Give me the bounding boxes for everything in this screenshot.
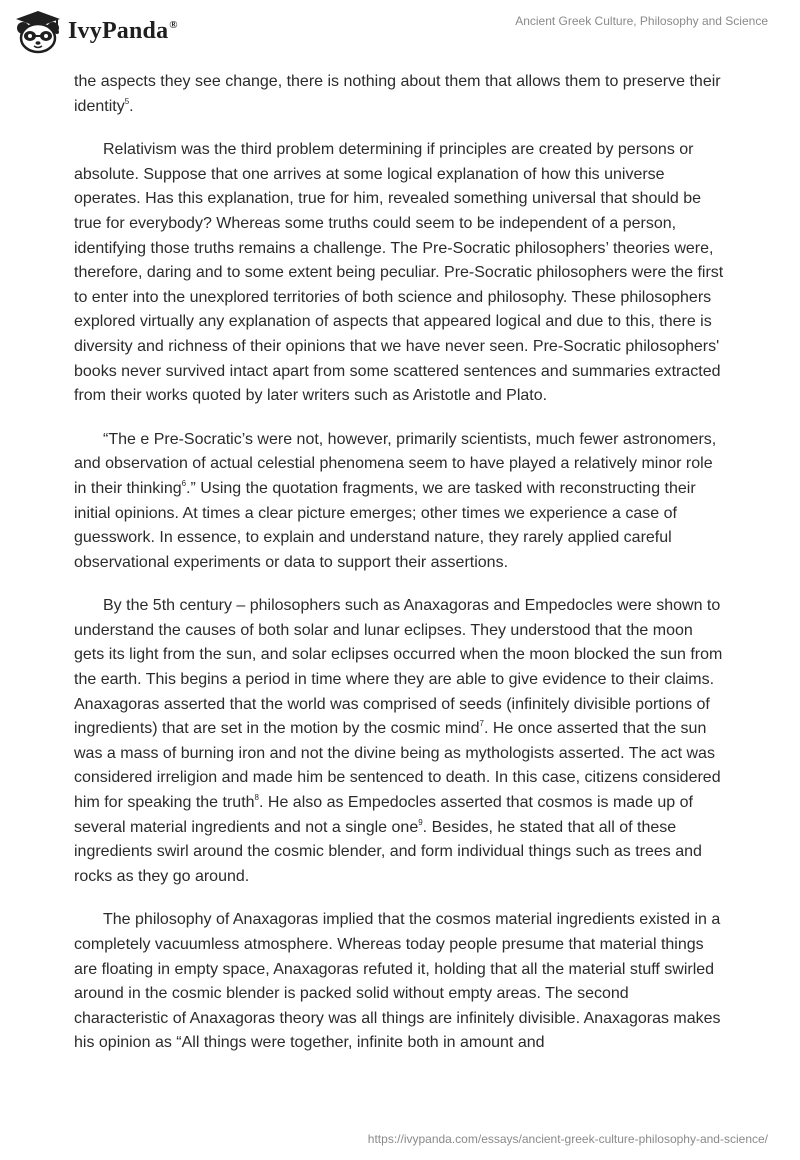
paragraph: [74, 908, 724, 1056]
essay-body: [74, 70, 724, 1075]
paragraph-text: . He also as Empedocles asserted that cosmos is made up of several material ingredients and not a single one: [74, 794, 693, 836]
paragraph: [74, 70, 724, 119]
brand-name: IvyPanda®: [68, 17, 178, 44]
footnote-ref[interactable]: 8: [254, 793, 259, 803]
page-header: [0, 0, 800, 62]
footnote-ref[interactable]: 9: [418, 817, 423, 827]
paragraph-text: “The e Pre-Socratic’s were not, however, primarily scientists, much fewer astronomers, and observation of actual celestial phenomena seem to have played a relatively minor role in their thinking: [74, 430, 717, 497]
paragraph-text: .” Using the quotation fragments, we are tasked with reconstructing their initial opinions. At times a clear picture emerges; other times we experience a case of guesswork. In essence, to explain and understand nature, they rarely applied careful observational experiments or data to support their assertions.: [74, 479, 696, 571]
footnote-ref[interactable]: 6: [181, 478, 187, 488]
paragraph: [74, 594, 724, 889]
paragraph-text: the aspects they see change, there is nothing about them that allows them to preserve their identity: [74, 73, 721, 115]
footnote-ref[interactable]: 5: [124, 96, 130, 106]
paragraph-text: . Besides, he stated that all of these ingredients swirl around the cosmic blender, and form individual things such as trees and rocks as they go around.: [74, 818, 702, 885]
brand-logo[interactable]: [14, 8, 178, 54]
paragraph-text: . He once asserted that the sun was a mass of burning iron and not the divine being as mythologists asserted. The act was considered irreligion and made him be sentenced to death. In this case, citizens considered him for speaking the truth: [74, 720, 721, 812]
paragraph-text: Relativism was the third problem determining if principles are created by persons or absolute. Suppose that one arrives at some logical explanation of how this universe operates. Has this explanation, true for him, revealed something universal that should be true for everybody? Whereas some truths could seem to be independent of a person, identifying those truths remains a challenge. The Pre-Socratic philosophers’ theories were, therefore, daring and to some extent being peculiar. Pre-Socratic philosophers were the first to enter into the unexplored territories of both science and philosophy. These philosophers explored virtually any explanation of aspects that appeared logical and due to this, there is diversity and richness of their opinions that we have never seen. Pre-Socratic philosophers' books never survived intact apart from some scattered sentences and summaries extracted from their works quoted by later writers such as Aristotle and Plato.: [74, 141, 724, 405]
paragraph: [74, 428, 724, 576]
footnote-ref[interactable]: 7: [479, 719, 484, 729]
paragraph-text: The philosophy of Anaxagoras implied that the cosmos material ingredients existed in a completely vacuumless atmosphere. Whereas today people presume that material things are floating in empty space, Anaxagoras refuted it, holding that all the material stuff swirled around in the cosmic blender is packed solid without empty areas. The second characteristic of Anaxagoras theory was all things are infinitely divisible. Anaxagoras makes his opinion as “All things were together, infinite both in amount and: [74, 911, 721, 1052]
source-url[interactable]: https://ivypanda.com/essays/ancient-greek-culture-philosophy-and-science/: [367, 1132, 768, 1146]
paragraph: [74, 138, 724, 409]
paragraph-text: By the 5th century – philosophers such as Anaxagoras and Empedocles were shown to understand the causes of both solar and lunar eclipses. They understood that the moon gets its light from the sun, and solar eclipses occurred when the moon blocked the sun from the earth. This begins a period in time where they are able to give evidence to their claims. Anaxagoras asserted that the world was comprised of seeds (infinitely divisible portions of ingredients) that are set in the motion by the cosmic mind: [74, 597, 723, 738]
paragraph-text: .: [129, 97, 134, 115]
document-title: Ancient Greek Culture, Philosophy and Science: [515, 14, 768, 28]
panda-graduate-icon: [14, 8, 62, 54]
